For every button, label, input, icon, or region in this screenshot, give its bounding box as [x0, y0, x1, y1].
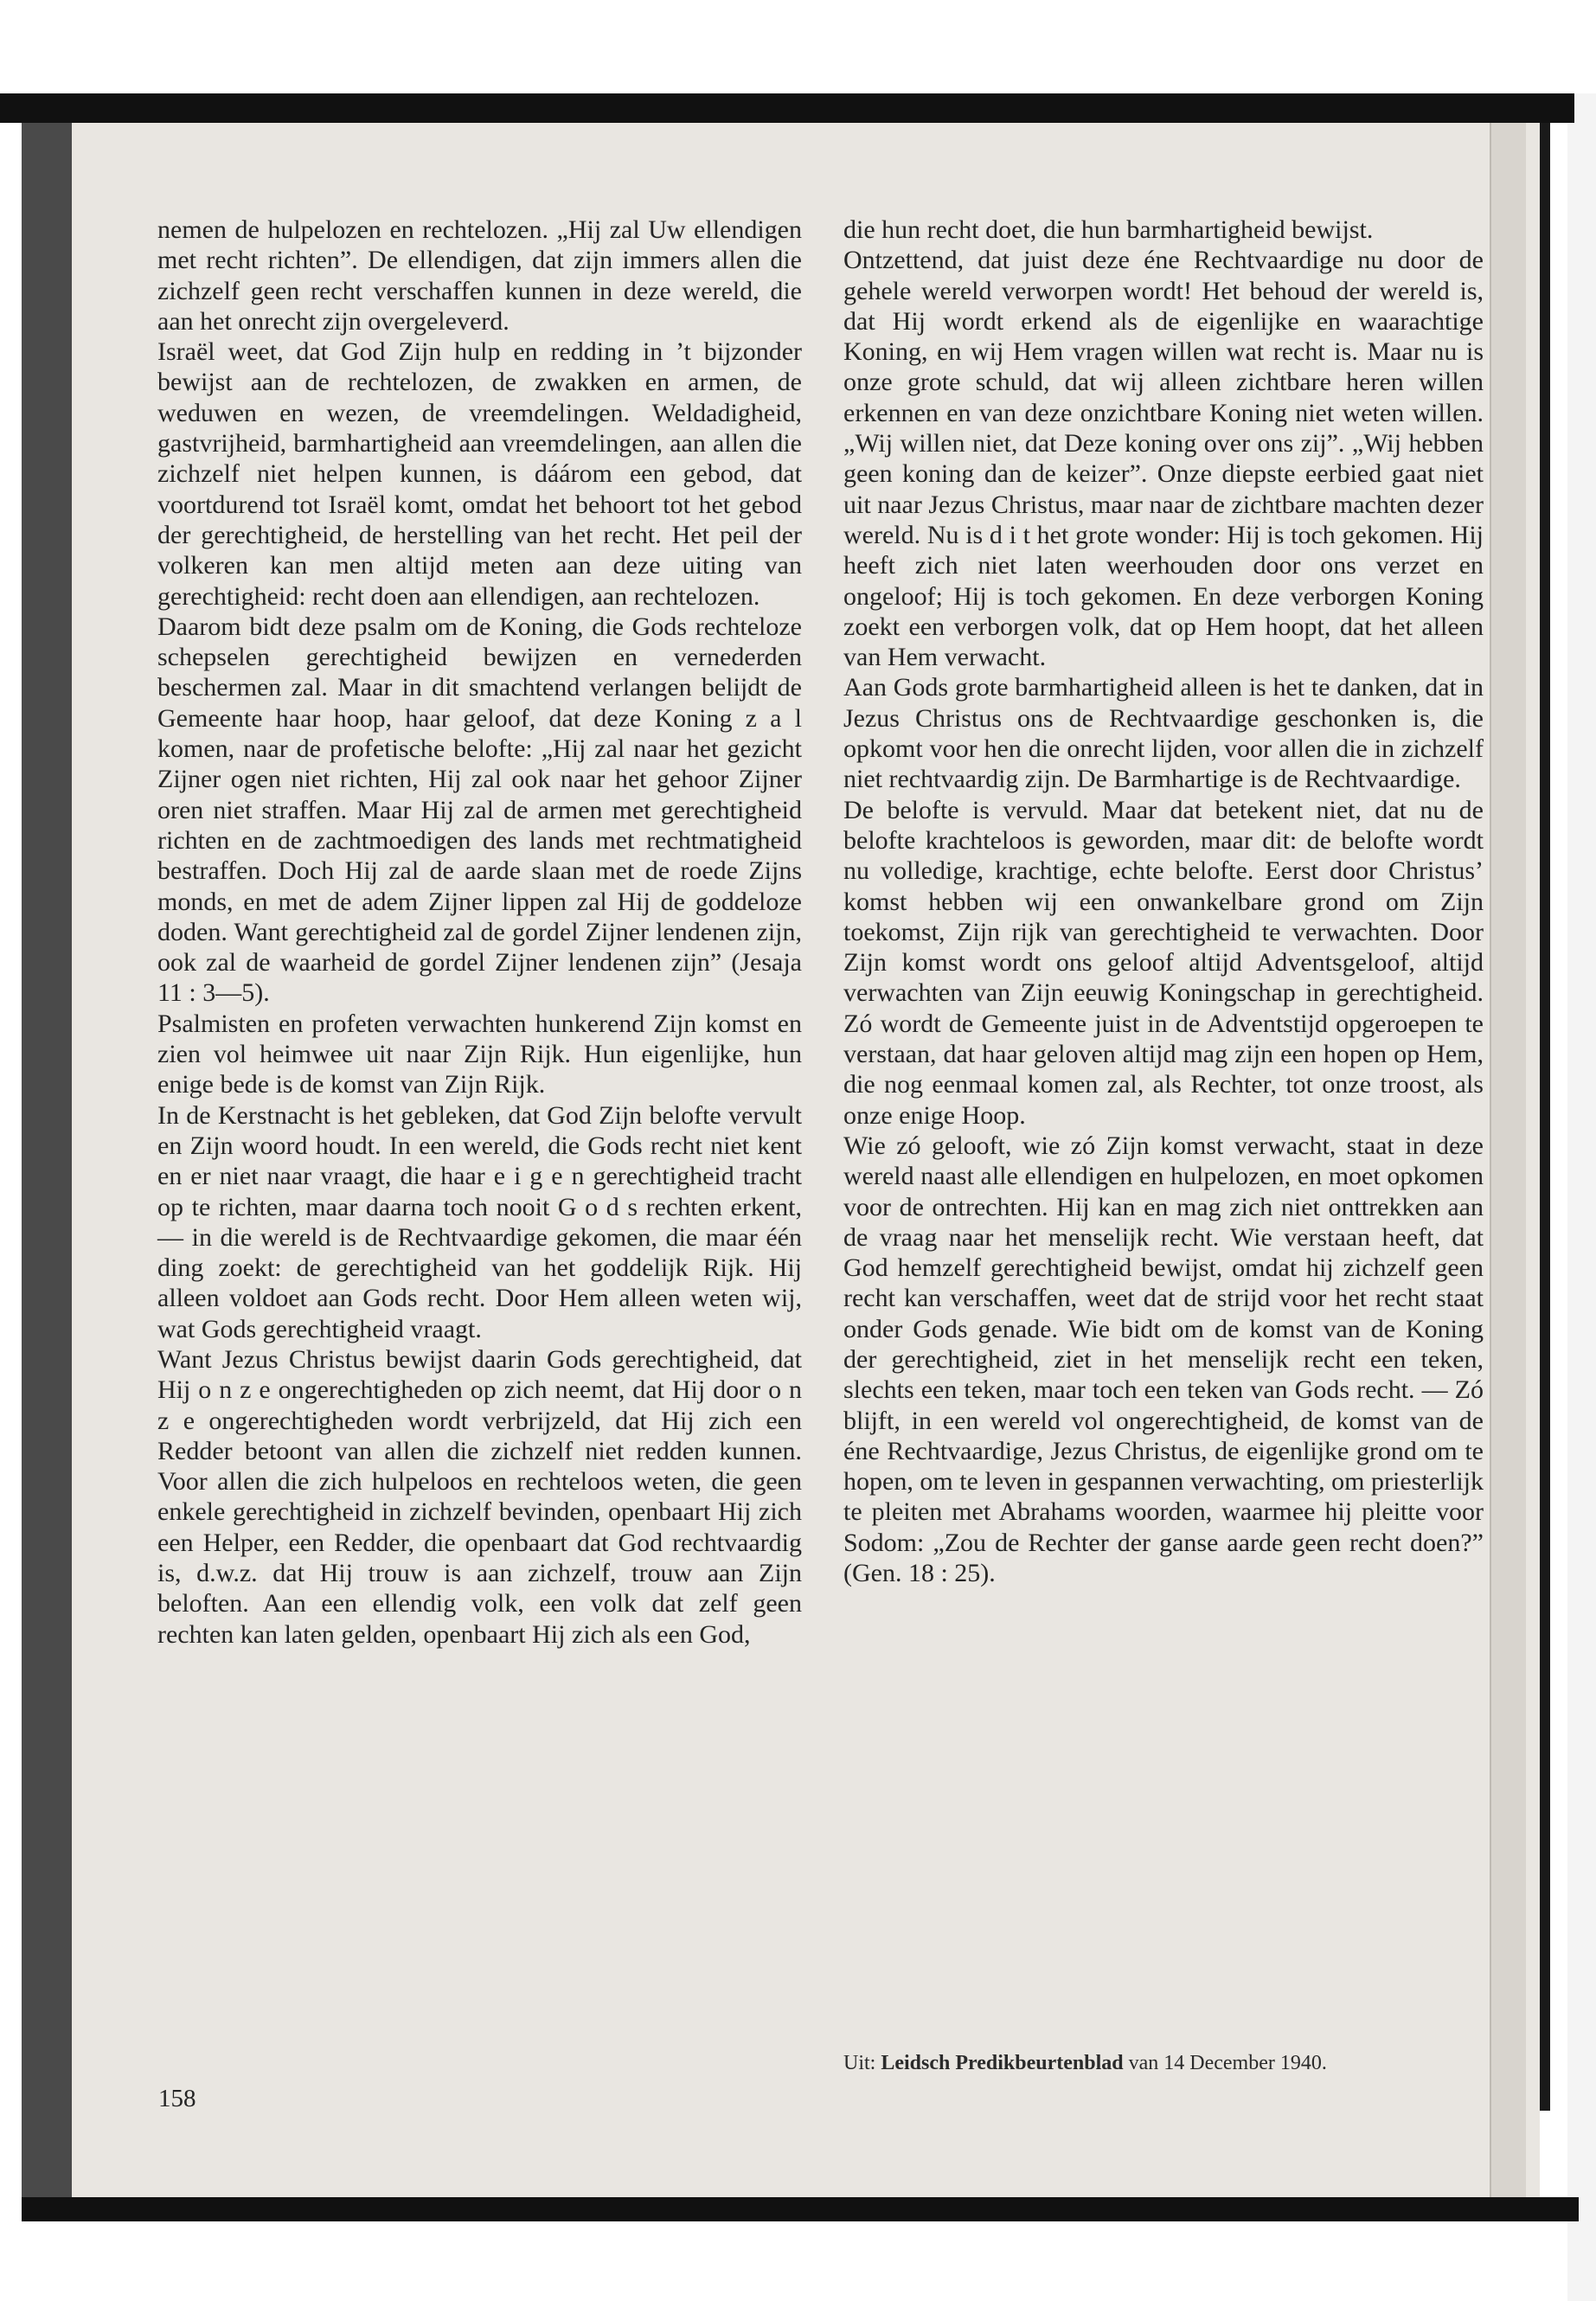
left-column	[157, 215, 802, 1650]
page-number: 158	[158, 2085, 196, 2112]
scan-edge-right-inner	[1540, 121, 1550, 2111]
source-suffix: van 14 December 1940.	[1128, 2052, 1327, 2074]
paragraph: die hun recht doet, die hun barmhartigheid bewijst.	[843, 215, 1374, 244]
paragraph: Psalmisten en profeten verwachten hunkerend Zijn komst en zien vol heimwee uit naar Zijn Rijk. Hun eigenlijke, hun enige bede is de komst van Zijn Rijk.	[157, 1009, 802, 1099]
paragraph: Israël weet, dat God Zijn hulp en redding in ’t bijzonder bewijst aan de rechtelozen, de zwakken en armen, de weduwen en wezen, de vreemdelingen. Weldadigheid, gastvrijheid, barmhartigheid aan vreemdelingen, aan allen die zichzelf niet helpen kunnen, is dáárom een gebod, dat voortdurend tot Israël komt, omdat het behoort tot het gebod der gerechtigheid, de herstelling van het recht. Het peil der volkeren kan men altijd meten aan deze uiting van gerechtigheid: recht doen aan ellendigen, aan rechtelozen.	[157, 337, 802, 611]
paragraph: Ontzettend, dat juist deze éne Rechtvaardige nu door de gehele wereld verworpen wordt! Het behoud der wereld is, dat Hij wordt erkend als de eigenlijke en waarachtige Koning, en wij Hem vragen willen wat recht is. Maar nu is onze grote schuld, dat wij alleen zichtbare heren willen erkennen en van deze onzichtbare Koning niet weten willen. „Wij willen niet, dat Deze koning over ons zij”. „Wij hebben geen koning dan de keizer”. Onze diepste eerbied gaat niet uit naar Jezus Christus, maar naar de zichtbare machten dezer wereld. Nu is d i t het grote wonder: Hij is toch gekomen. Hij heeft zich niet laten weerhouden door ons verzet en ongeloof; Hij is toch gekomen. En deze verborgen Koning zoekt een verborgen volk, dat op Hem hoopt, dat het alleen van Hem verwacht.	[843, 246, 1484, 672]
source-prefix: Uit:	[843, 2052, 876, 2074]
paragraph: Aan Gods grote barmhartigheid alleen is het te danken, dat in Jezus Christus ons de Rechtvaardige geschonken is, die opkomt voor hen die onrecht lijden, voor allen die in zichzelf niet rechtvaardig zijn. De Barmhartige is de Rechtvaardige.	[843, 673, 1484, 794]
paragraph: Daarom bidt deze psalm om de Koning, die Gods rechteloze schepselen gerechtigheid bewijzen en vernederden beschermen zal. Maar in dit smachtend verlangen belijdt de Gemeente haar hoop, haar geloof, dat deze Koning z a l komen, naar de profetische belofte: „Hij zal naar het gezicht Zijner ogen niet richten, Hij zal ook naar het gehoor Zijner oren niet straffen. Maar Hij zal de armen met gerechtigheid richten en de zachtmoedigen des lands met rechtmatigheid bestraffen. Doch Hij zal de aarde slaan met de roede Zijns monds, en met de adem Zijner lippen zal Hij de goddeloze doden. Want gerechtigheid zal de gordel Zijner lendenen zijn, ook zal de waarheid de gordel Zijner lendenen zijn” (Jesaja 11 : 3—5).	[157, 612, 802, 1008]
paragraph: De belofte is vervuld. Maar dat betekent niet, dat nu de belofte krachteloos is geworden, maar dit: de belofte wordt nu volledige, krachtige, echte belofte. Eerst door Christus’ komst hebben wij een onwankelbare grond om Zijn toekomst, Zijn rijk van gerechtigheid te verwachten. Door Zijn komst wordt ons geloof altijd Adventsgeloof, altijd verwachten van Zijn eeuwig Koningschap in gerechtigheid. Zó wordt de Gemeente juist in de Adventstijd opgeroepen te verstaan, dat haar geloven altijd mag zijn een hopen op Hem, die nog eenmaal komen zal, als Rechter, tot onze troost, als onze enige Hoop.	[843, 795, 1484, 1130]
paragraph: Want Jezus Christus bewijst daarin Gods gerechtigheid, dat Hij o n z e ongerechtigheden op zich neemt, dat Hij door o n z e ongerechtigheden wordt verbrijzeld, dat Hij zich een Redder betoont van allen die zichzelf niet redden kunnen. Voor allen die zich hulpeloos en rechteloos weten, die geen enkele gerechtigheid in zichzelf bevinden, openbaart Hij zich een Helper, een Redder, die openbaart dat God rechtvaardig is, d.w.z. dat Hij trouw is aan zichzelf, trouw aan Zijn beloften. Aan een ellendig volk, een volk dat zelf geen rechten kan laten gelden, openbaart Hij zich als een God,	[157, 1344, 802, 1649]
paragraph: nemen de hulpelozen en rechtelozen. „Hij zal Uw ellendigen met recht richten”. De ellendigen, dat zijn immers allen die zichzelf geen recht verschaffen kunnen in deze wereld, die aan het onrecht zijn overgeleverd.	[157, 215, 802, 336]
scan-edge-left	[22, 121, 72, 2214]
scan-edge-right	[1567, 93, 1596, 2301]
paragraph: Wie zó gelooft, wie zó Zijn komst verwacht, staat in deze wereld naast alle ellendigen en hulpelozen, en moet opkomen voor de ontrechten. Hij kan en mag zich niet onttrekken aan de vraag naar het menselijk recht. Wie verstaan heeft, dat God hemzelf gerechtigheid bewijst, omdat hij zichzelf geen recht kan verschaffen, weet dat de strijd voor het recht staat onder Gods genade. Wie bidt om de komst van de Koning der gerechtigheid, ziet in het menselijk recht een teken, slechts een teken, maar toch een teken van Gods recht. — Zó blijft, in een wereld vol ongerechtigheid, de komst van de éne Rechtvaardige, Jezus Christus, de eigenlijke grond om te hopen, om te leven in gespannen verwachting, om priesterlijk te pleiten met Abrahams woorden, waarmee hij pleitte voor Sodom: „Zou de Rechter der ganse aarde geen recht doen?” (Gen. 18 : 25).	[843, 1131, 1484, 1588]
paragraph: In de Kerstnacht is het gebleken, dat God Zijn belofte vervult en Zijn woord houdt. In een wereld, die Gods recht niet kent en er niet naar vraagt, die haar e i g e n gerechtigheid tracht op te richten, maar daarna toch nooit G o d s rechten erkent, — in die wereld is de Rechtvaardige gekomen, die maar één ding zoekt: de gerechtigheid van het goddelijk Rijk. Hij alleen voldoet aan Gods recht. Door Hem alleen weten wij, wat Gods gerechtigheid vraagt.	[157, 1100, 802, 1343]
source-publication: Leidsch Predikbeurtenblad	[881, 2052, 1124, 2074]
source-citation	[843, 2052, 1327, 2075]
page-spine-shadow	[1490, 121, 1526, 2197]
scan-edge-bottom	[22, 2197, 1579, 2221]
right-column	[843, 215, 1484, 1588]
scan-edge-top	[0, 93, 1574, 123]
